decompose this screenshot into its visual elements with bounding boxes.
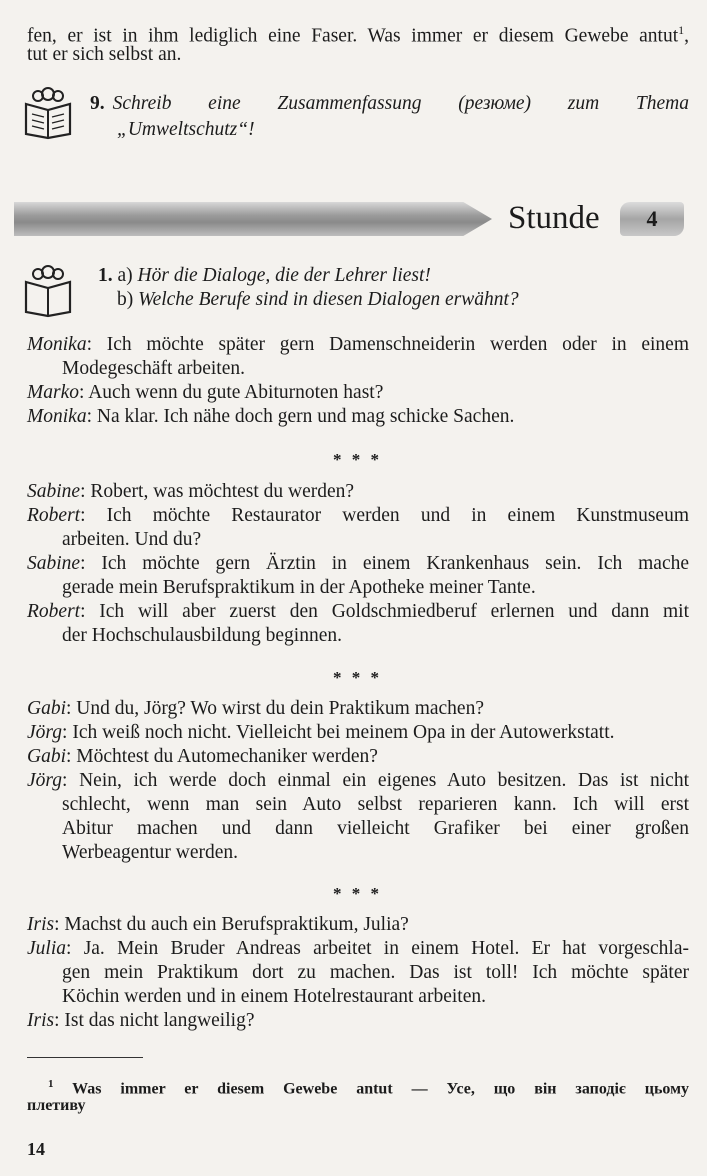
utterance: Na klar. Ich nähe doch gern und mag schicke Sachen. [96,406,515,427]
utterance: Ich möchte später gern Damenschneiderin werden oder in einem [106,334,689,355]
utterance: Ist das nicht langweilig? [64,1010,255,1031]
utterance: Auch wenn du gute Abiturnoten hast? [88,382,384,403]
task9-line-2: „Umweltschutz“! [117,119,255,140]
speaker-name: Robert [27,505,81,526]
dialogue-line: Marko: Auch wenn du gute Abiturnoten hast? [27,382,384,403]
dialogue-line: Abitur machen und dann vielleicht Grafiker bei einer großen [62,818,689,839]
banner-bar [14,202,492,236]
lesson-banner [14,196,686,242]
page-number: 14 [27,1139,45,1159]
dialogue-line: Sabine: Ich möchte gern Ärztin in einem Krankenhaus sein. Ich mache [27,553,689,574]
speaker-name: Jörg [27,722,63,743]
dialogue-line: Gabi: Und du, Jörg? Wo wirst du dein Praktikum machen? [27,698,484,719]
task1-line-b [117,288,519,312]
book-icon [22,84,74,140]
section-separator: * * * [333,450,382,469]
section-separator: * * * [333,668,382,687]
dialogue-line: Modegeschäft arbeiten. [62,358,246,379]
task1-number: 1. [98,265,113,286]
lesson-number: 4 [620,202,684,236]
dialogue-line: schlecht, wenn man sein Auto selbst reparieren kann. Ich will erst [62,794,689,815]
dialogue-line: gen mein Praktikum dort zu machen. Das ist toll! Ich möchte später [62,962,689,983]
intro-text-1: fen, er ist in ihm lediglich eine Faser. Was immer er diesem Gewebe antut [27,25,679,47]
utterance: Und du, Jörg? Wo wirst du dein Praktikum machen? [76,698,484,719]
speaker-name: Iris [27,1010,55,1031]
dialogue-line: Jörg: Nein, ich werde doch einmal ein eigenes Auto besitzen. Das ist nicht [27,770,689,791]
task9-number: 9. [90,93,105,114]
utterance: Ich weiß noch nicht. Vielleicht bei meinem Opa in der Autowerkstatt. [72,722,615,743]
book-icon [22,262,74,318]
task9-text-1: Schreib eine Zusammenfassung (резюме) zum Thema [112,93,689,114]
task1-a-text: Hör die Dialoge, die der Lehrer liest! [137,265,431,286]
task9-line-1 [90,92,689,116]
task1-line-a [98,264,431,288]
task1-b-prefix: b) [117,289,134,310]
dialogue-line: Jörg: Ich weiß noch nicht. Vielleicht bei meinem Opa in der Autowerkstatt. [27,722,615,743]
speaker-name: Marko [27,382,79,403]
dialogue-line: Monika: Na klar. Ich nähe doch gern und mag schicke Sachen. [27,406,515,427]
lesson-title: Stunde [508,200,600,236]
speaker-name: Robert [27,601,81,622]
intro-text-1-end: , [684,25,689,47]
dialogue-line: Iris: Machst du auch ein Berufspraktikum, Julia? [27,914,409,935]
utterance: Ja. Mein Bruder Andreas arbeitet in einem Hotel. Er hat vorgeschla- [83,938,689,959]
dialogue-line: arbeiten. Und du? [62,529,202,550]
footnote-line-2: плетиву [27,1097,86,1114]
utterance: Robert, was möchtest du werden? [90,481,355,502]
dialogue-line: Iris: Ist das nicht langweilig? [27,1010,255,1031]
utterance: Machst du auch ein Berufspraktikum, Julia? [64,914,409,935]
dialogue-line: Sabine: Robert, was möchtest du werden? [27,481,355,502]
utterance: Ich will aber zuerst den Goldschmiedberuf erlernen und dann mit [99,601,689,622]
utterance: Nein, ich werde doch einmal ein eigenes Auto besitzen. Das ist nicht [79,770,689,791]
footnote-dash: — [411,1080,428,1098]
footnote-line-1 [48,1073,689,1100]
speaker-name: Iris [27,914,55,935]
dialogue-line: Köchin werden und in einem Hotelrestaurant arbeiten. [62,986,486,1007]
footnote-translation: Усе, що він заподіє цьому [446,1080,690,1098]
footnote-rule [27,1057,143,1058]
utterance: Ich möchte Restaurator werden und in einem Kunstmuseum [106,505,690,526]
intro-line-2: tut er sich selbst an. [27,44,182,65]
dialogue-line: Gabi: Möchtest du Automechaniker werden? [27,746,378,767]
footnote-marker: 1 [48,1078,54,1090]
task1-a-prefix: a) [117,265,133,286]
dialogue-line: Werbeagentur werden. [62,842,239,863]
speaker-name: Sabine [27,553,81,574]
footnote-term: Was immer er diesem Gewebe antut [72,1080,393,1098]
footnote-ref: 1 [678,23,685,37]
speaker-name: Gabi [27,698,66,719]
speaker-name: Gabi [27,746,66,767]
utterance: Möchtest du Automechaniker werden? [76,746,378,767]
dialogue-line: der Hochschulausbildung beginnen. [62,625,342,646]
task1-b-text: Welche Berufe sind in diesen Dialogen erwähnt? [138,289,519,310]
dialogue-line: Robert: Ich will aber zuerst den Goldschmiedberuf erlernen und dann mit [27,601,689,622]
dialogue-line: Monika: Ich möchte später gern Damenschneiderin werden oder in einem [27,334,689,355]
section-separator: * * * [333,884,382,903]
speaker-name: Monika [27,334,87,355]
speaker-name: Jörg [27,770,63,791]
speaker-name: Sabine [27,481,81,502]
speaker-name: Julia [27,938,66,959]
dialogue-line: Robert: Ich möchte Restaurator werden und in einem Kunstmuseum [27,505,690,526]
dialogue-line: gerade mein Berufspraktikum in der Apotheke meiner Tante. [62,577,536,598]
dialogue-line: Julia: Ja. Mein Bruder Andreas arbeitet in einem Hotel. Er hat vorgeschla- [27,938,689,959]
utterance: Ich möchte gern Ärztin in einem Krankenhaus sein. Ich mache [101,553,689,574]
speaker-name: Monika [27,406,87,427]
